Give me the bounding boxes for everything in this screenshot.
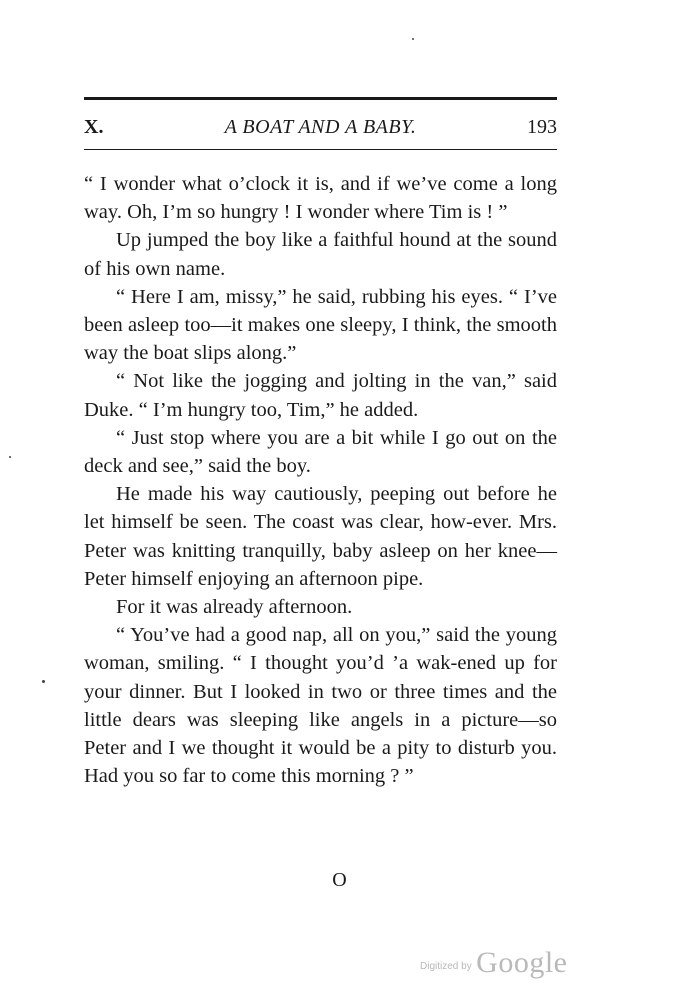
paragraph: Up jumped the boy like a faithful hound at the sound of his own name. <box>84 229 557 280</box>
page-number: 193 <box>527 116 557 138</box>
scan-speck <box>412 38 414 40</box>
paragraph: “ Just stop where you are a bit while I go out on the deck and see,” said the boy. <box>84 426 557 478</box>
body-text <box>84 170 557 790</box>
running-title: A BOAT AND A BABY. <box>224 116 417 138</box>
google-logo: Google <box>476 946 568 979</box>
chapter-marker: X. <box>84 116 104 138</box>
header-top-rule <box>84 97 557 100</box>
scan-speck <box>42 680 45 683</box>
signature-mark: O <box>332 869 347 891</box>
paragraph: For it was already afternoon. <box>116 596 353 619</box>
scan-speck <box>9 456 11 458</box>
paragraph: “ You’ve had a good nap, all on you,” said the young woman, smiling. “ I thought you’d ’a wak-ened up for your dinner. But I looked in two or three times and the little dears was sleeping like angels in a picture—so Peter and I we thought it would be a pity to disturb you. Had you so far to come this morning ? ” <box>84 624 557 788</box>
digitized-watermark <box>420 946 567 982</box>
header-bottom-rule <box>84 149 557 150</box>
paragraph: “ Not like the jogging and jolting in the van,” said Duke. “ I’m hungry too, Tim,” he added. <box>84 370 557 421</box>
running-head <box>84 113 557 141</box>
paragraph: He made his way cautiously, peeping out before he let himself be seen. The coast was clear, how-ever. Mrs. Peter was knitting tranquilly, baby asleep on her knee—Peter himself enjoying an afternoon pipe. <box>84 483 557 590</box>
watermark-prefix: Digitized by <box>420 961 472 972</box>
paragraph: “ Here I am, missy,” he said, rubbing his eyes. “ I’ve been asleep too—it makes one sleepy, I think, the smooth way the boat slips along.” <box>84 285 557 365</box>
paragraph: “ I wonder what o’clock it is, and if we’ve come a long way. Oh, I’m so hungry ! I wonder where Tim is ! ” <box>84 173 557 224</box>
